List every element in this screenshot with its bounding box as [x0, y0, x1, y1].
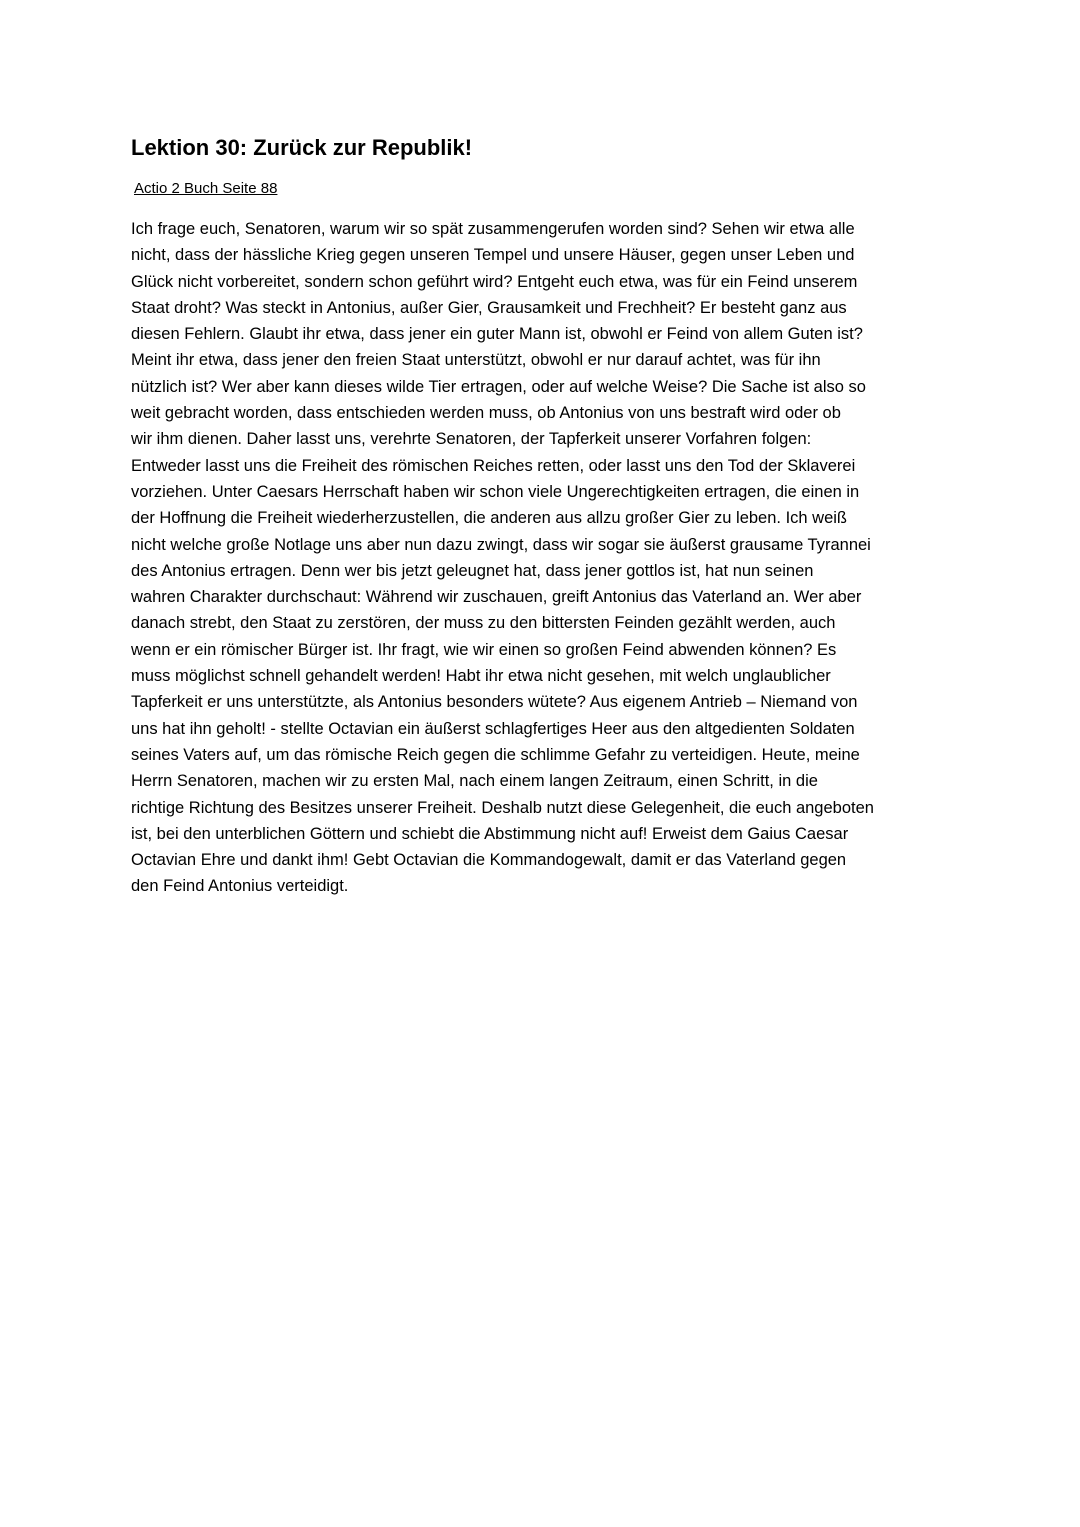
text-line: wir ihm dienen. Daher lasst uns, verehrte Senatoren, der Tapferkeit unserer Vorfahren folgen: — [131, 430, 812, 449]
text-line: ist, bei den unterblichen Göttern und schiebt die Abstimmung nicht auf! Erweist dem Gaius Caesar — [131, 824, 849, 843]
text-line: nützlich ist? Wer aber kann dieses wilde Tier ertragen, oder auf welche Weise? Die Sache ist also so — [131, 377, 866, 396]
text-line: danach strebt, den Staat zu zerstören, der muss zu den bittersten Feinden gezählt werden, auch — [131, 614, 836, 633]
text-line: den Feind Antonius verteidigt. — [131, 877, 349, 896]
text-line: richtige Richtung des Besitzes unserer Freiheit. Deshalb nutzt diese Gelegenheit, die euch angeboten — [131, 798, 874, 817]
text-line: Glück nicht vorbereitet, sondern schon geführt wird? Entgeht euch etwa, was für ein Feind unserem — [131, 272, 858, 291]
text-line: diesen Fehlern. Glaubt ihr etwa, dass jener ein guter Mann ist, obwohl er Feind von allem Guten ist? — [131, 325, 863, 344]
text-line: Herrn Senatoren, machen wir zu ersten Mal, nach einem langen Zeitraum, einen Schritt, in die — [131, 772, 818, 791]
text-line: Octavian Ehre und dankt ihm! Gebt Octavian die Kommandogewalt, damit er das Vaterland gegen — [131, 851, 847, 870]
text-line: weit gebracht worden, dass entschieden werden muss, ob Antonius von uns bestraft wird oder ob — [131, 404, 841, 423]
text-line: wenn er ein römischer Bürger ist. Ihr fragt, wie wir einen so großen Feind abwenden können? Es — [131, 640, 837, 659]
text-line: Entweder lasst uns die Freiheit des römischen Reiches retten, oder lasst uns den Tod der Sklaverei — [131, 456, 856, 475]
text-line: seines Vaters auf, um das römische Reich gegen die schlimme Gefahr zu verteidigen. Heute, meine — [131, 745, 860, 764]
text-line: vorziehen. Unter Caesars Herrschaft haben wir schon viele Ungerechtigkeiten ertragen, die einen in — [131, 482, 860, 501]
text-line: Staat droht? Was steckt in Antonius, außer Gier, Grausamkeit und Frechheit? Er besteht ganz aus — [131, 298, 847, 317]
text-line: Tapferkeit er uns unterstützte, als Antonius besonders wütete? Aus eigenem Antrieb – Niemand von — [131, 693, 858, 712]
text-line: Meint ihr etwa, dass jener den freien Staat unterstützt, obwohl er nur darauf achtet, was für ihn — [131, 351, 821, 370]
text-line: uns hat ihn geholt! - stellte Octavian ein äußerst schlagfertiges Heer aus den altgedienten Soldaten — [131, 719, 855, 738]
text-line: Ich frage euch, Senatoren, warum wir so spät zusammengerufen worden sind? Sehen wir etwa alle — [131, 220, 855, 238]
text-line: nicht, dass der hässliche Krieg gegen unseren Tempel und unsere Häuser, gegen unser Leben und — [131, 246, 855, 265]
body-paragraph — [131, 216, 961, 900]
text-line: wahren Charakter durchschaut: Während wir zuschauen, greift Antonius das Vaterland an. Wer aber — [131, 588, 862, 607]
source-reference: Actio 2 Buch Seite 88 — [134, 180, 278, 197]
text-line: des Antonius ertragen. Denn wer bis jetzt geleugnet hat, dass jener gottlos ist, hat nun seinen — [131, 561, 814, 580]
page-title: Lektion 30: Zurück zur Republik! — [131, 135, 473, 160]
text-line: muss möglichst schnell gehandelt werden! Habt ihr etwa nicht gesehen, mit welch unglaublicher — [131, 667, 831, 686]
text-line: nicht welche große Notlage uns aber nun dazu zwingt, dass wir sogar sie äußerst grausame Tyrannei — [131, 535, 871, 554]
text-line: der Hoffnung die Freiheit wiederherzustellen, die anderen aus allzu großer Gier zu leben. Ich weiß — [131, 509, 848, 528]
